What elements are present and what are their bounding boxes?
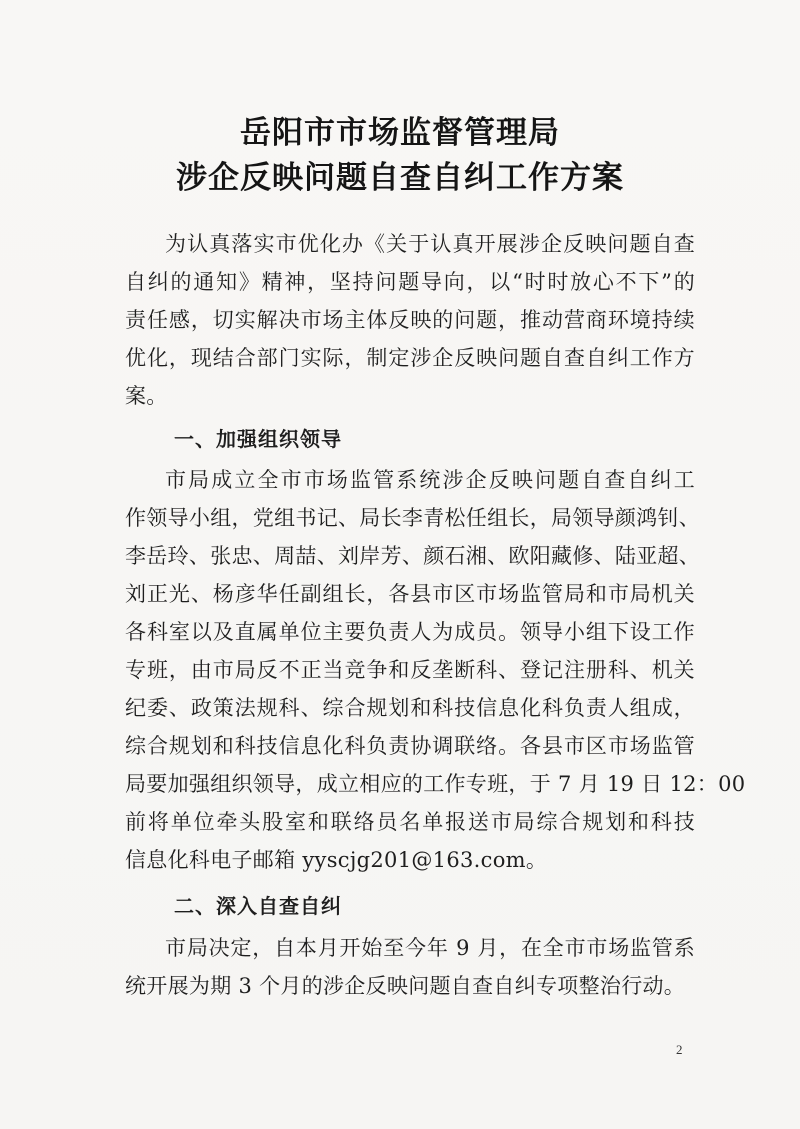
section1-line: 纪委、政策法规科、综合规划和科技信息化科负责人组成， bbox=[125, 696, 695, 720]
section2-heading: 二、深入自查自纠 bbox=[174, 894, 342, 918]
section1-line: 各科室以及直属单位主要负责人为成员。领导小组下设工作 bbox=[125, 620, 695, 644]
section1-heading: 一、加强组织领导 bbox=[174, 427, 342, 451]
intro-line: 案。 bbox=[125, 384, 168, 408]
intro-line: 优化，现结合部门实际，制定涉企反映问题自查自纠工作方 bbox=[125, 346, 695, 370]
section1-line: 专班，由市局反不正当竞争和反垄断科、登记注册科、机关 bbox=[125, 658, 695, 682]
section1-line: 信息化科电子邮箱 yyscjg201@163.com。 bbox=[125, 848, 548, 872]
intro-line: 自纠的通知》精神，坚持问题导向，以“时时放心不下”的 bbox=[125, 270, 695, 294]
section1-line: 市局成立全市市场监管系统涉企反映问题自查自纠工 bbox=[165, 468, 695, 492]
section1-line: 李岳玲、张忠、周喆、刘岸芳、颜石湘、欧阳藏修、陆亚超、 bbox=[125, 544, 701, 568]
section1-line: 作领导小组，党组书记、局长李青松任组长，局领导颜鸿钊、 bbox=[125, 506, 701, 530]
section1-line: 综合规划和科技信息化科负责协调联络。各县市区市场监管 bbox=[125, 734, 695, 758]
section1-line: 前将单位牵头股室和联络员名单报送市局综合规划和科技 bbox=[125, 810, 695, 834]
section1-line: 刘正光、杨彦华任副组长，各县市区市场监管局和市局机关 bbox=[125, 582, 695, 606]
document-title-line1: 岳阳市市场监督管理局 bbox=[240, 115, 560, 151]
document-title-line2: 涉企反映问题自查自纠工作方案 bbox=[176, 160, 624, 196]
page-number: 2 bbox=[676, 1042, 683, 1057]
section1-line: 局要加强组织领导，成立相应的工作专班，于 7 月 19 日 12：00 bbox=[125, 772, 746, 796]
section2-line: 市局决定，自本月开始至今年 9 月，在全市市场监管系 bbox=[165, 936, 695, 960]
section2-line: 统开展为期 3 个月的涉企反映问题自查自纠专项整治行动。 bbox=[125, 974, 686, 998]
intro-line: 为认真落实市优化办《关于认真开展涉企反映问题自查 bbox=[165, 232, 695, 256]
intro-line: 责任感，切实解决市场主体反映的问题，推动营商环境持续 bbox=[125, 308, 695, 332]
